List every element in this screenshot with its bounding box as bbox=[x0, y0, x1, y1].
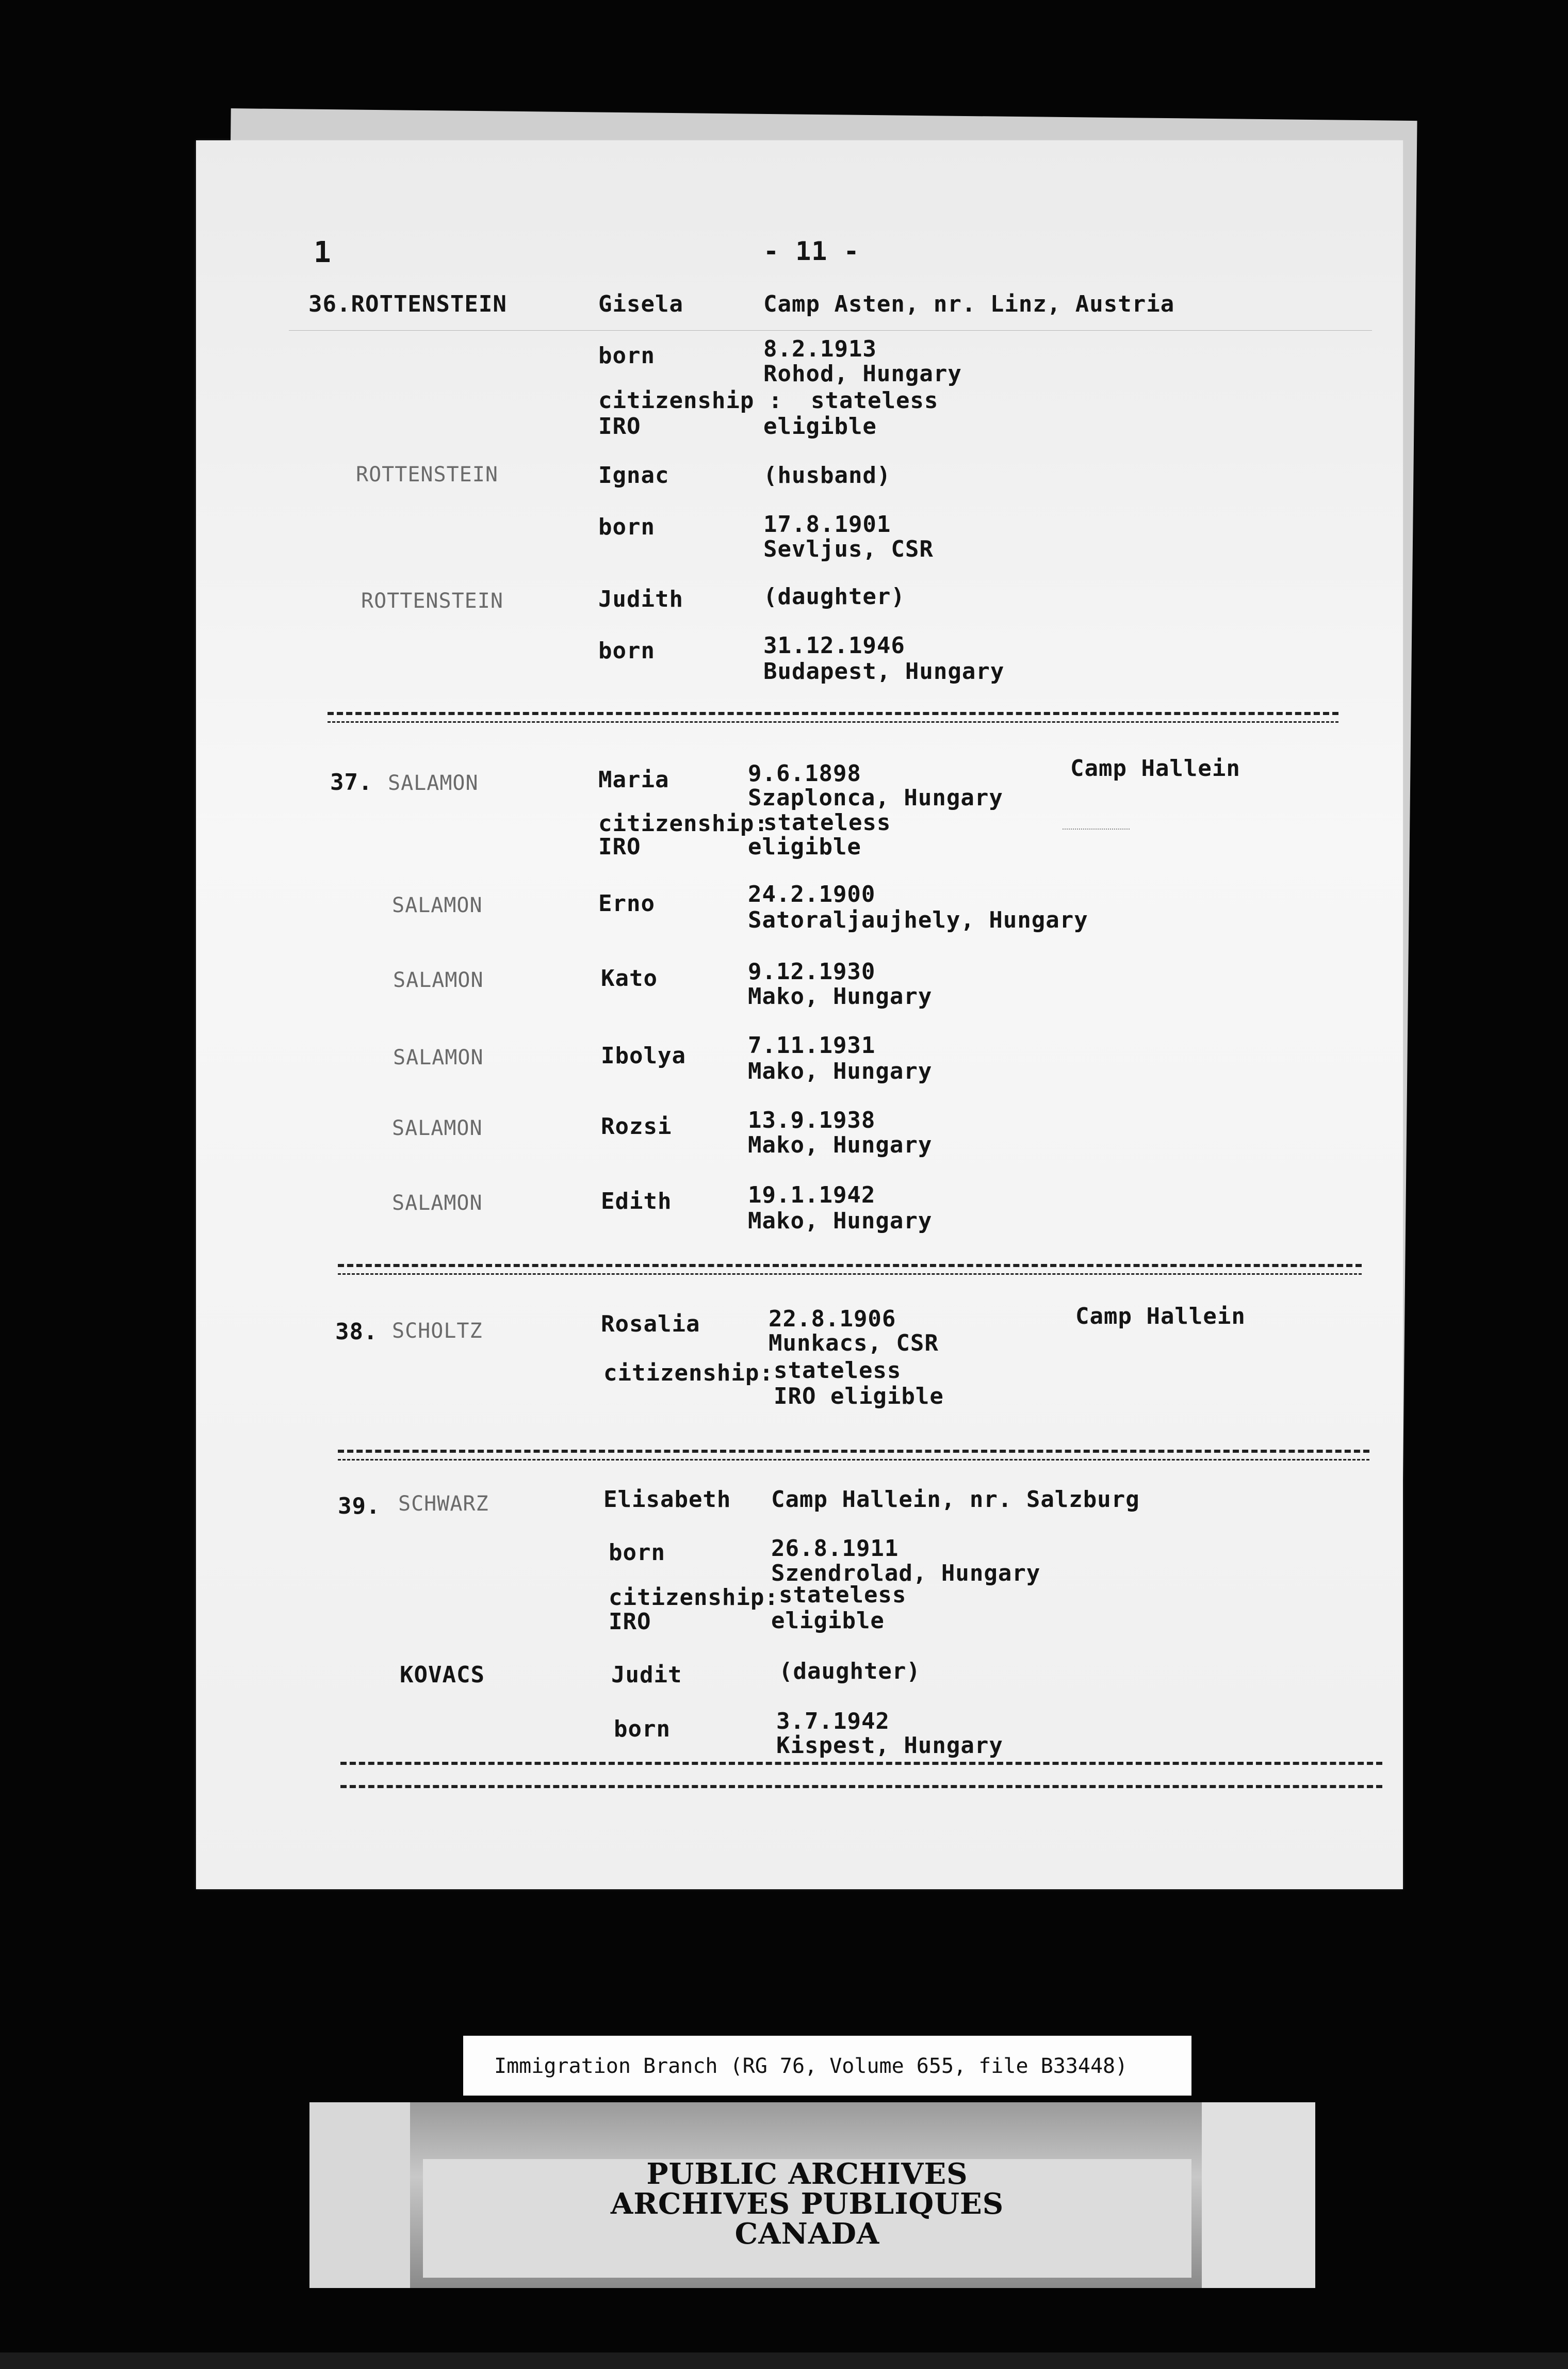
entry-36-place: Camp Asten, nr. Linz, Austria bbox=[763, 291, 1175, 317]
stamp-line-2: ARCHIVES PUBLIQUES bbox=[610, 2187, 1004, 2221]
salamon-date-4: 7.11.1931 bbox=[748, 1032, 876, 1059]
separator-line bbox=[338, 1459, 1369, 1461]
daughter-surname: ROTTENSTEIN bbox=[361, 589, 503, 613]
entry-36-citizenship-label: citizenship : bbox=[598, 387, 783, 414]
page-number: - 11 - bbox=[763, 236, 860, 266]
salamon-given-5: Rozsi bbox=[601, 1113, 672, 1140]
salamon-given-3: Kato bbox=[601, 965, 658, 992]
separator-line bbox=[338, 1264, 1362, 1267]
entry-39-iro-label: IRO bbox=[609, 1609, 651, 1635]
salamon-date-1: 9.6.1898 bbox=[748, 760, 861, 787]
child-relation: (daughter) bbox=[779, 1658, 921, 1684]
salamon-date-6: 19.1.1942 bbox=[748, 1182, 876, 1208]
separator-line bbox=[338, 1450, 1369, 1453]
salamon-date-5: 13.9.1938 bbox=[748, 1107, 876, 1133]
salamon-place-3: Mako, Hungary bbox=[748, 983, 933, 1010]
salamon-surname-6: SALAMON bbox=[392, 1191, 483, 1215]
salamon-surname-4: SALAMON bbox=[393, 1046, 484, 1069]
child-given: Judit bbox=[611, 1662, 682, 1688]
husband-relation: (husband) bbox=[763, 462, 891, 489]
salamon-given-1: Maria bbox=[598, 767, 669, 793]
entry-38-given: Rosalia bbox=[601, 1311, 700, 1337]
daughter-relation: (daughter) bbox=[763, 583, 905, 610]
salamon-place-4: Mako, Hungary bbox=[748, 1058, 933, 1084]
entry-39-given: Elisabeth bbox=[603, 1486, 731, 1513]
stamp-line-3: CANADA bbox=[734, 2217, 880, 2251]
entry-36-born-label: born bbox=[598, 343, 655, 369]
entry-39-born-date: 26.8.1911 bbox=[771, 1535, 899, 1562]
separator-line bbox=[328, 712, 1338, 715]
entry-39-citizenship-label: citizenship: bbox=[609, 1584, 779, 1611]
entry-37-citizenship-label: citizenship: bbox=[598, 810, 769, 837]
film-edge bbox=[0, 2352, 1568, 2369]
entry-37-camp: Camp Hallein bbox=[1070, 755, 1240, 782]
salamon-surname-2: SALAMON bbox=[392, 894, 483, 917]
child-born-place: Kispest, Hungary bbox=[776, 1732, 1003, 1759]
salamon-date-2: 24.2.1900 bbox=[748, 881, 876, 907]
daughter-born-date: 31.12.1946 bbox=[763, 632, 905, 659]
husband-born-label: born bbox=[598, 514, 655, 540]
reference-label-text: Immigration Branch (RG 76, Volume 655, file B33448) bbox=[494, 2054, 1128, 2078]
punch-mark: 1 bbox=[314, 236, 332, 269]
entry-36-surname: 36.ROTTENSTEIN bbox=[308, 291, 507, 317]
entry-38-number: 38. bbox=[335, 1319, 378, 1345]
entry-39-iro-value: eligible bbox=[771, 1608, 885, 1634]
entry-38-surname: SCHOLTZ bbox=[392, 1319, 483, 1343]
child-born-date: 3.7.1942 bbox=[776, 1708, 890, 1734]
husband-surname: ROTTENSTEIN bbox=[356, 463, 498, 486]
salamon-place-6: Mako, Hungary bbox=[748, 1208, 933, 1234]
entry-36-citizenship-value: stateless bbox=[811, 387, 939, 414]
daughter-given: Judith bbox=[598, 586, 683, 612]
entry-36-given: Gisela bbox=[598, 291, 683, 317]
entry-37-iro-label: IRO bbox=[598, 834, 641, 860]
husband-born-date: 17.8.1901 bbox=[763, 511, 891, 538]
entry-38-citizenship-value: stateless bbox=[774, 1357, 902, 1384]
entry-36-born-date: 8.2.1913 bbox=[763, 336, 877, 362]
daughter-born-label: born bbox=[598, 638, 655, 664]
husband-given: Ignac bbox=[598, 462, 669, 489]
entry-38-camp: Camp Hallein bbox=[1075, 1303, 1246, 1329]
entry-39-place: Camp Hallein, nr. Salzburg bbox=[771, 1486, 1140, 1513]
salamon-place-2: Satoraljaujhely, Hungary bbox=[748, 907, 1088, 933]
separator-line bbox=[340, 1762, 1382, 1765]
entry-39-born-place: Szendrolad, Hungary bbox=[771, 1560, 1041, 1586]
entry-38-citizenship-label: citizenship: bbox=[603, 1360, 774, 1386]
entry-37-number: 37. bbox=[330, 769, 373, 796]
entry-36-iro-label: IRO bbox=[598, 413, 641, 440]
reference-label bbox=[463, 2036, 1191, 2096]
salamon-date-3: 9.12.1930 bbox=[748, 959, 876, 985]
salamon-surname-3: SALAMON bbox=[393, 968, 484, 992]
entry-38-date: 22.8.1906 bbox=[769, 1306, 896, 1332]
archives-stamp bbox=[423, 2159, 1191, 2278]
daughter-born-place: Budapest, Hungary bbox=[763, 658, 1005, 685]
entry-38-iro: IRO eligible bbox=[774, 1383, 944, 1409]
stamp-block-left bbox=[309, 2102, 410, 2288]
rule-line bbox=[289, 330, 1372, 331]
stamp-line-1: PUBLIC ARCHIVES bbox=[646, 2157, 968, 2191]
salamon-surname-1: SALAMON bbox=[388, 771, 479, 795]
entry-39-number: 39. bbox=[338, 1493, 381, 1519]
entry-36-iro-value: eligible bbox=[763, 413, 877, 440]
entry-37-iro-value: eligible bbox=[748, 834, 861, 860]
entry-39-citizenship-value: stateless bbox=[779, 1582, 907, 1608]
entry-38-place: Munkacs, CSR bbox=[769, 1330, 939, 1356]
salamon-place-1: Szaplonca, Hungary bbox=[748, 785, 1003, 811]
husband-born-place: Sevljus, CSR bbox=[763, 536, 934, 562]
stamp-block-right bbox=[1202, 2102, 1315, 2288]
rule-line bbox=[1063, 829, 1130, 830]
salamon-given-4: Ibolya bbox=[601, 1043, 686, 1069]
salamon-given-2: Erno bbox=[598, 890, 655, 917]
entry-36-born-place: Rohod, Hungary bbox=[763, 361, 962, 387]
entry-39-born-label: born bbox=[609, 1539, 665, 1566]
salamon-surname-5: SALAMON bbox=[392, 1116, 483, 1140]
entry-37-citizenship-value: stateless bbox=[763, 809, 891, 836]
child-surname: KOVACS bbox=[400, 1662, 485, 1688]
child-born-label: born bbox=[614, 1716, 671, 1742]
salamon-place-5: Mako, Hungary bbox=[748, 1132, 933, 1158]
separator-line bbox=[328, 721, 1338, 723]
entry-39-surname: SCHWARZ bbox=[398, 1492, 489, 1516]
salamon-given-6: Edith bbox=[601, 1188, 672, 1214]
separator-line bbox=[338, 1273, 1362, 1275]
separator-line bbox=[340, 1785, 1382, 1788]
